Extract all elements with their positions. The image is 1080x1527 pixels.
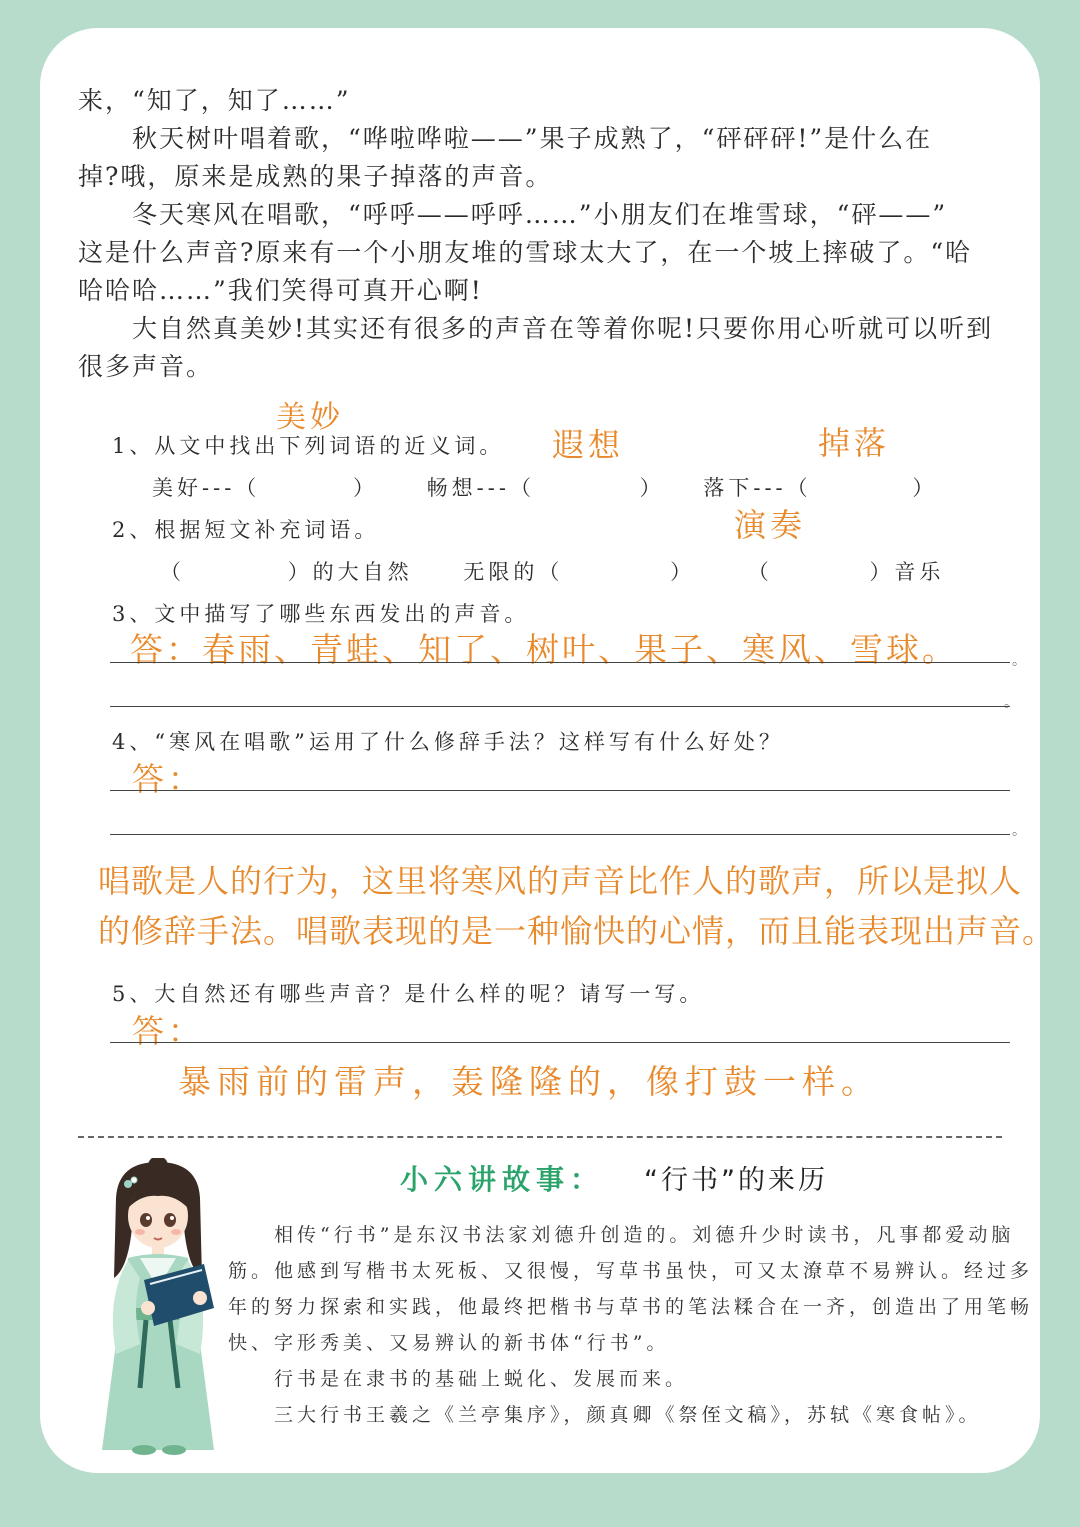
answer-line <box>110 790 1010 791</box>
story-line: 快、字形秀美、又易辨认的新书体“行书”。 <box>228 1332 670 1354</box>
answer-line <box>110 1042 1010 1043</box>
story-line: 相传“行书”是东汉书法家刘德升创造的。刘德升少时读书，凡事都爱动脑 <box>228 1224 1015 1246</box>
q4-answer-line-2: 的修辞手法。唱歌表现的是一种愉快的心情，而且能表现出声音。 <box>98 912 1056 950</box>
q2-item-2: 无限的（ <box>463 560 564 584</box>
line-end-mark: 。 <box>1012 653 1026 669</box>
reading-girl-illustration <box>88 1158 228 1458</box>
story-line: 年的努力探索和实践，他最终把楷书与草书的笔法糅合在一齐，创造出了用笔畅 <box>228 1296 1034 1318</box>
q1-answer-1: 美妙 <box>276 400 344 435</box>
line-end-mark: 。 <box>1004 695 1018 711</box>
q1-item-3: 落下---（ <box>703 476 812 500</box>
line-end-mark: 。 <box>1012 823 1026 839</box>
q5-answer: 暴雨前的雷声，轰隆隆的，像打鼓一样。 <box>178 1062 880 1101</box>
story-line: 三大行书王羲之《兰亭集序》，颜真卿《祭侄文稿》，苏轼《寒食帖》。 <box>228 1404 982 1426</box>
passage-line: 秋天树叶唱着歌，“哗啦哗啦——”果子成熟了，“砰砰砰!”是什么在 <box>78 124 933 153</box>
story-heading: 小六讲故事： <box>400 1163 605 1196</box>
q2-items <box>160 556 944 586</box>
q4-answer-line-1: 唱歌是人的行为，这里将寒风的声音比作人的歌声，所以是拟人 <box>98 862 1023 900</box>
q1-answer-3: 掉落 <box>818 424 891 462</box>
answer-line <box>110 706 1010 707</box>
q1-paren-close: ） <box>352 476 378 500</box>
story-title-text: “行书”的来历 <box>644 1165 828 1196</box>
passage-line: 掉?哦，原来是成熟的果子掉落的声音。 <box>78 162 553 191</box>
passage-line: 这是什么声音?原来有一个小朋友堆的雪球太大了，在一个坡上摔破了。“哈 <box>78 238 973 267</box>
q3-prompt: 3、文中描写了哪些东西发出的声音。 <box>112 602 530 626</box>
passage-line: 来，“知了，知了……” <box>78 86 351 115</box>
passage-line: 大自然真美妙!其实还有很多的声音在等着你呢!只要你用心听就可以听到 <box>78 314 994 343</box>
q4-prompt: 4、“寒风在唱歌”运用了什么修辞手法？这样写有什么好处？ <box>112 730 784 754</box>
q1-paren-close: ） <box>639 476 665 500</box>
q2-answer: 演奏 <box>734 506 807 544</box>
q2-item-3: ）音乐 <box>869 560 945 584</box>
q1-answer-2: 遐想 <box>552 426 625 464</box>
passage-line: 冬天寒风在唱歌，“呼呼——呼呼……”小朋友们在堆雪球，“砰——” <box>78 200 948 229</box>
q1-paren-close: ） <box>912 476 938 500</box>
q3-answer: 答：春雨、青蛙、知了、树叶、果子、寒风、雪球。 <box>130 630 958 669</box>
q2-paren-open: （ <box>747 560 773 584</box>
q1-item-1: 美好---（ <box>152 476 261 500</box>
q2-item-1: ）的大自然 <box>287 560 413 584</box>
q1-items <box>152 472 937 502</box>
q1-prompt: 1、从文中找出下列词语的近义词。 <box>112 434 505 458</box>
q5-answer-label: 答： <box>132 1012 205 1050</box>
section-divider <box>78 1136 1002 1138</box>
q2-paren-open: （ <box>160 560 185 584</box>
q2-prompt: 2、根据短文补充词语。 <box>112 518 380 542</box>
story-line: 筋。他感到写楷书太死板、又很慢，写草书虽快，可又太潦草不易辨认。经过多 <box>228 1260 1034 1282</box>
q4-answer-label: 答： <box>132 760 205 798</box>
story-line: 行书是在隶书的基础上蜕化、发展而来。 <box>228 1368 689 1390</box>
passage-line: 哈哈哈……”我们笑得可真开心啊! <box>78 276 483 305</box>
q2-paren-close: ） <box>670 560 696 584</box>
story-title <box>400 1158 828 1198</box>
q5-prompt: 5、大自然还有哪些声音？是什么样的呢？请写一写。 <box>112 982 705 1006</box>
passage-line: 很多声音。 <box>78 352 214 381</box>
answer-line <box>110 834 1010 835</box>
answer-line <box>110 662 1010 663</box>
q1-item-2: 畅想---（ <box>426 476 535 500</box>
